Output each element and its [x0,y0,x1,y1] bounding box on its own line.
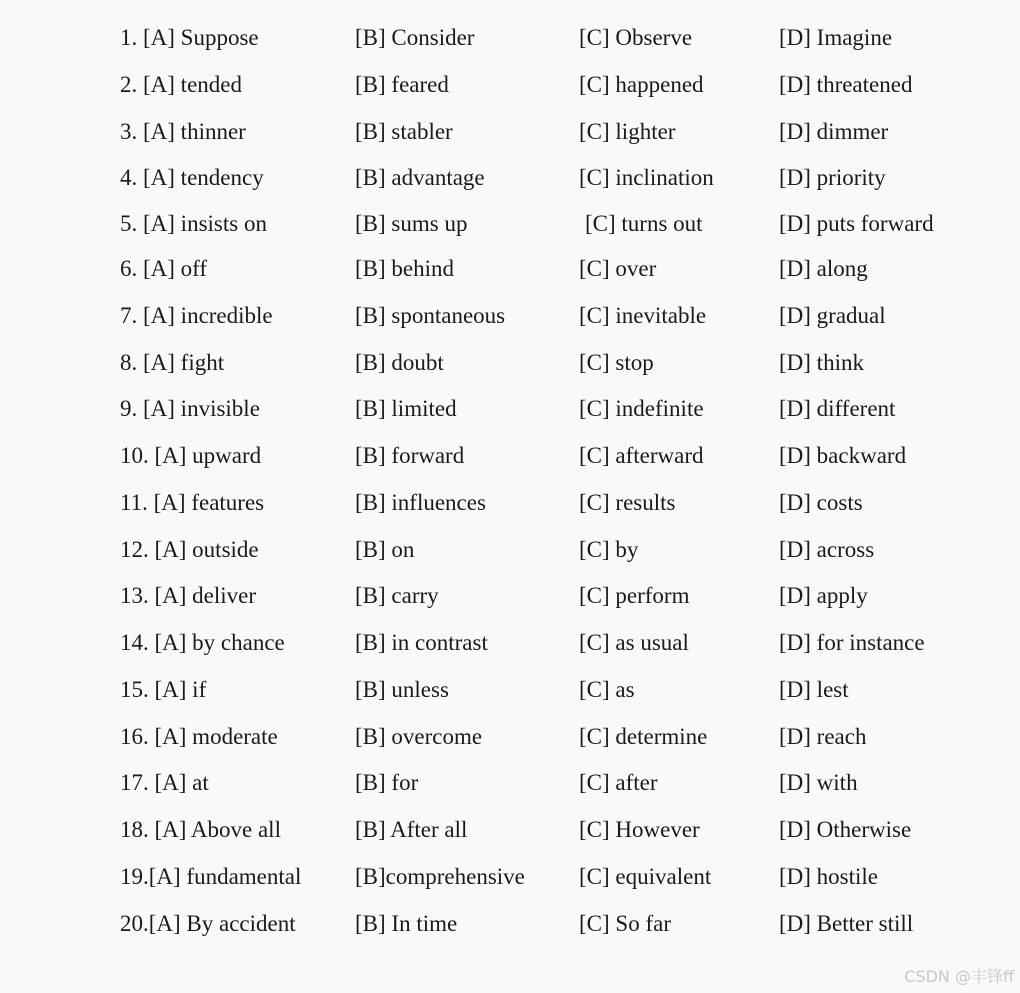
option-a: 3. [A] thinner [120,119,246,144]
question-row-17 [0,763,1020,803]
option-c: [C] stop [579,350,654,375]
question-row-7 [0,296,1020,336]
option-b: [B] In time [355,911,458,936]
option-b: [B] behind [355,256,455,281]
option-c: [C] as usual [579,630,689,655]
question-row-6 [0,249,1020,289]
option-b: [B] forward [355,443,465,468]
option-a: 4. [A] tendency [120,165,264,190]
question-row-9 [0,389,1020,429]
option-c: [C] after [579,770,658,795]
option-d: [D] costs [779,490,863,515]
question-row-12 [0,530,1020,570]
option-b: [B] advantage [355,165,485,190]
option-d: [D] Otherwise [779,817,912,842]
option-d: [D] gradual [779,303,886,328]
option-d: [D] dimmer [779,119,889,144]
option-d: [D] threatened [779,72,913,97]
option-d: [D] lest [779,677,849,702]
option-c: [C] equivalent [579,864,712,889]
option-c: [C] happened [579,72,704,97]
option-b: [B] for [355,770,419,795]
option-a: 14. [A] by chance [120,630,285,655]
option-d: [D] Better still [779,911,914,936]
option-d: [D] hostile [779,864,879,889]
option-b: [B] stabler [355,119,453,144]
option-c: [C] afterward [579,443,704,468]
option-c: [C] over [579,256,657,281]
option-a: 6. [A] off [120,256,208,281]
option-b: [B] limited [355,396,457,421]
option-b: [B] feared [355,72,449,97]
option-d: [D] for instance [779,630,925,655]
option-a: 5. [A] insists on [120,211,267,236]
option-c: [C] as [579,677,635,702]
question-row-20 [0,904,1020,944]
option-a: 17. [A] at [120,770,209,795]
option-c: [C] inclination [579,165,714,190]
option-c: [C] Observe [579,25,693,50]
option-c: [C] perform [579,583,690,608]
option-a: 7. [A] incredible [120,303,273,328]
option-b: [B] doubt [355,350,444,375]
option-d: [D] reach [779,724,867,749]
option-a: 19.[A] fundamental [120,864,302,889]
option-d: [D] backward [779,443,907,468]
question-row-19 [0,857,1020,897]
question-row-5 [0,204,1020,244]
question-row-4 [0,158,1020,198]
question-row-11 [0,483,1020,523]
option-b: [B] overcome [355,724,483,749]
option-a: 1. [A] Suppose [120,25,259,50]
option-a: 8. [A] fight [120,350,225,375]
question-row-8 [0,343,1020,383]
option-d: [D] puts forward [779,211,934,236]
option-c: [C] determine [579,724,708,749]
option-a: 12. [A] outside [120,537,259,562]
option-b: [B] unless [355,677,449,702]
question-row-15 [0,670,1020,710]
option-a: 16. [A] moderate [120,724,278,749]
question-row-14 [0,623,1020,663]
option-c: [C] by [579,537,639,562]
option-d: [D] think [779,350,864,375]
option-d: [D] Imagine [779,25,893,50]
option-a: 18. [A] Above all [120,817,281,842]
option-d: [D] apply [779,583,868,608]
option-b: [B] After all [355,817,468,842]
option-c: [C] turns out [585,211,703,236]
option-b: [B] carry [355,583,439,608]
question-row-10 [0,436,1020,476]
option-a: 9. [A] invisible [120,396,260,421]
option-d: [D] along [779,256,868,281]
option-d: [D] with [779,770,858,795]
option-b: [B] on [355,537,415,562]
option-a: 20.[A] By accident [120,911,296,936]
option-b: [B] spontaneous [355,303,506,328]
option-a: 2. [A] tended [120,72,242,97]
option-c: [C] inevitable [579,303,707,328]
option-d: [D] different [779,396,896,421]
option-a: 11. [A] features [120,490,265,515]
option-a: 13. [A] deliver [120,583,257,608]
option-c: [C] indefinite [579,396,704,421]
question-row-18 [0,810,1020,850]
option-c: [C] However [579,817,700,842]
option-b: [B] in contrast [355,630,488,655]
option-a: 15. [A] if [120,677,207,702]
option-c: [C] lighter [579,119,676,144]
option-c: [C] results [579,490,676,515]
question-row-13 [0,576,1020,616]
question-row-16 [0,717,1020,757]
question-row-1 [0,18,1020,58]
option-a: 10. [A] upward [120,443,262,468]
option-d: [D] across [779,537,875,562]
option-d: [D] priority [779,165,886,190]
option-b: [B] influences [355,490,486,515]
question-row-3 [0,112,1020,152]
option-b: [B] sums up [355,211,468,236]
csdn-watermark: CSDN @丰锋ff [904,967,1014,986]
option-b: [B]comprehensive [355,864,525,889]
option-b: [B] Consider [355,25,475,50]
question-row-2 [0,65,1020,105]
option-c: [C] So far [579,911,671,936]
